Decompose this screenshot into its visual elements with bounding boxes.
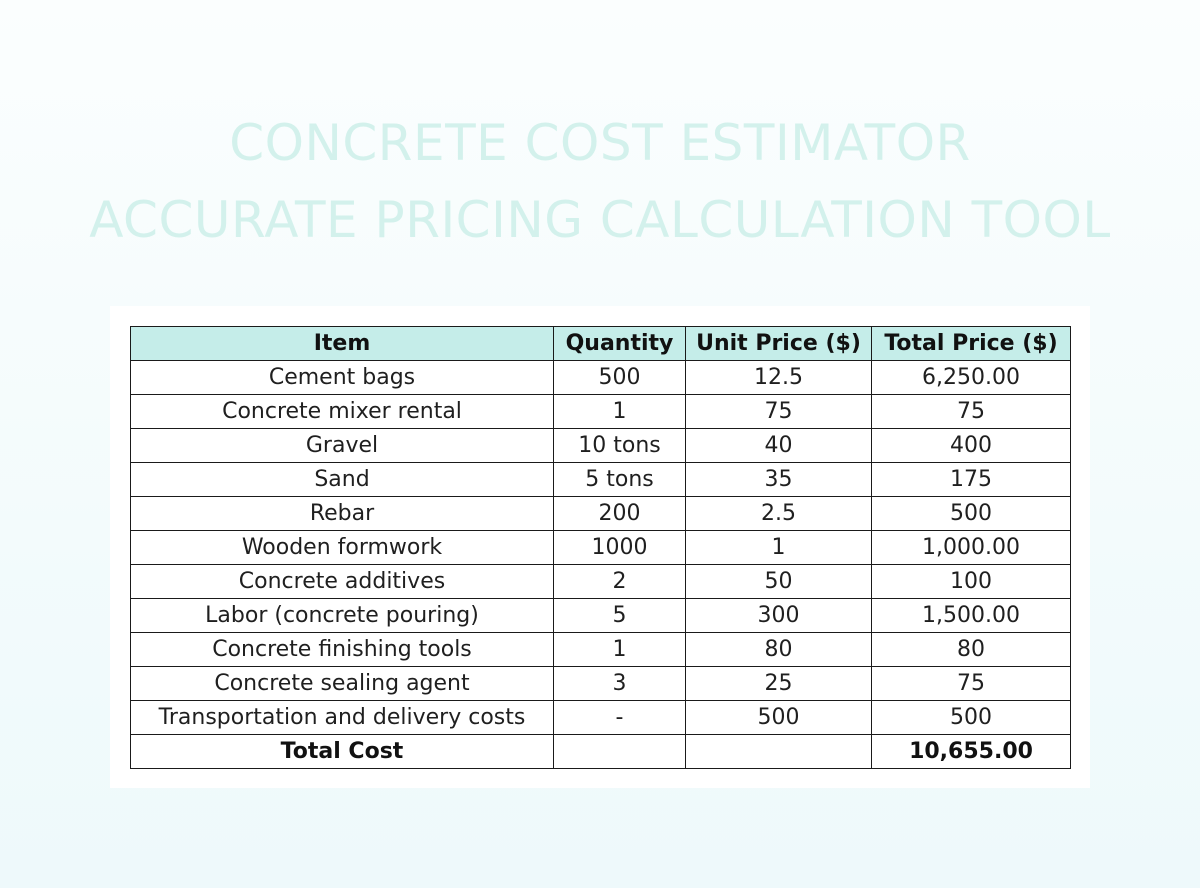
- cell-item: Gravel: [131, 429, 554, 463]
- table-row: [131, 565, 1071, 599]
- cell-item: Concrete sealing agent: [131, 667, 554, 701]
- table-header-row: [131, 327, 1071, 361]
- table-row: [131, 667, 1071, 701]
- cell-item: Rebar: [131, 497, 554, 531]
- cell-quantity: 1000: [554, 531, 686, 565]
- cell-total-price: 175: [872, 463, 1071, 497]
- cell-unit-price: 12.5: [686, 361, 872, 395]
- table-row: [131, 497, 1071, 531]
- cell-quantity: 10 tons: [554, 429, 686, 463]
- cell-unit-price: 75: [686, 395, 872, 429]
- cell-item: Concrete additives: [131, 565, 554, 599]
- header-total-price: Total Price ($): [872, 327, 1071, 361]
- cell-unit-price: 500: [686, 701, 872, 735]
- table-row: [131, 463, 1071, 497]
- cell-quantity: 2: [554, 565, 686, 599]
- total-row: [131, 735, 1071, 769]
- cell-unit-price: 35: [686, 463, 872, 497]
- cell-item: Cement bags: [131, 361, 554, 395]
- cell-item: Labor (concrete pouring): [131, 599, 554, 633]
- total-value: 10,655.00: [872, 735, 1071, 769]
- cell-quantity: 5 tons: [554, 463, 686, 497]
- cell-unit-price: 300: [686, 599, 872, 633]
- cell-item: Sand: [131, 463, 554, 497]
- cell-item: Transportation and delivery costs: [131, 701, 554, 735]
- cell-total-price: 500: [872, 701, 1071, 735]
- cell-quantity: 200: [554, 497, 686, 531]
- header-unit-price: Unit Price ($): [686, 327, 872, 361]
- cell-quantity: 500: [554, 361, 686, 395]
- table-row: [131, 395, 1071, 429]
- table-row: [131, 429, 1071, 463]
- table-row: [131, 599, 1071, 633]
- cell-item: Concrete finishing tools: [131, 633, 554, 667]
- cell-total-price: 75: [872, 395, 1071, 429]
- cell-item: Wooden formwork: [131, 531, 554, 565]
- cell-quantity: 5: [554, 599, 686, 633]
- cell-quantity: 1: [554, 633, 686, 667]
- cell-empty: [686, 735, 872, 769]
- cell-item: Concrete mixer rental: [131, 395, 554, 429]
- cell-quantity: -: [554, 701, 686, 735]
- cell-total-price: 80: [872, 633, 1071, 667]
- cell-unit-price: 40: [686, 429, 872, 463]
- cell-total-price: 500: [872, 497, 1071, 531]
- cell-quantity: 1: [554, 395, 686, 429]
- table-row: [131, 633, 1071, 667]
- cell-unit-price: 80: [686, 633, 872, 667]
- total-label: Total Cost: [131, 735, 554, 769]
- page-title: CONCRETE COST ESTIMATOR: [229, 114, 971, 172]
- cell-total-price: 6,250.00: [872, 361, 1071, 395]
- cost-table: [130, 326, 1071, 769]
- table-row: [131, 701, 1071, 735]
- cell-total-price: 1,000.00: [872, 531, 1071, 565]
- cell-empty: [554, 735, 686, 769]
- cell-unit-price: 50: [686, 565, 872, 599]
- cell-unit-price: 2.5: [686, 497, 872, 531]
- cell-total-price: 400: [872, 429, 1071, 463]
- table-row: [131, 361, 1071, 395]
- header-quantity: Quantity: [554, 327, 686, 361]
- table-row: [131, 531, 1071, 565]
- page-subtitle: ACCURATE PRICING CALCULATION TOOL: [89, 191, 1111, 249]
- cell-total-price: 75: [872, 667, 1071, 701]
- cell-unit-price: 1: [686, 531, 872, 565]
- cell-quantity: 3: [554, 667, 686, 701]
- cell-total-price: 100: [872, 565, 1071, 599]
- cell-unit-price: 25: [686, 667, 872, 701]
- header-item: Item: [131, 327, 554, 361]
- cell-total-price: 1,500.00: [872, 599, 1071, 633]
